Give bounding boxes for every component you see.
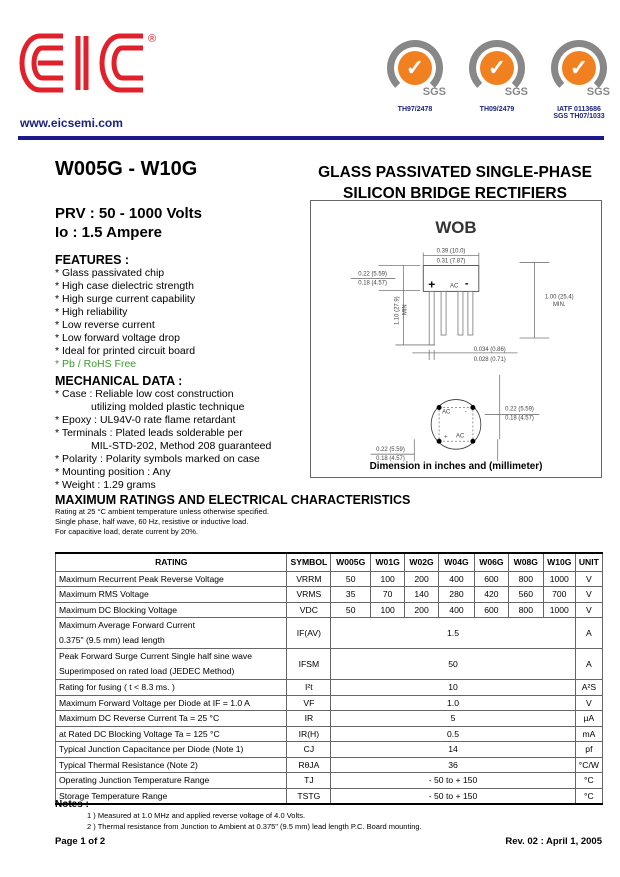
svg-text:AC: AC: [442, 409, 451, 416]
value-cell: 600: [474, 602, 508, 618]
symbol-cell: VDC: [287, 602, 331, 618]
unit-cell: mA: [575, 726, 602, 742]
value-cell: 560: [508, 587, 543, 603]
cert-iso14001: ✓ SGS TH09/2479: [462, 40, 532, 113]
value-cell: - 50 to + 150: [331, 773, 576, 789]
value-cell: 50: [331, 602, 371, 618]
symbol-cell: RθJA: [287, 757, 331, 773]
column-header: W02G: [405, 553, 439, 571]
table-row: [56, 695, 603, 711]
column-header: W06G: [474, 553, 508, 571]
sgs-seal-icon: ✓: [469, 40, 525, 96]
eic-logo: [18, 28, 168, 98]
svg-text:0.18 (4.57): 0.18 (4.57): [376, 456, 405, 463]
unit-cell: °C: [575, 788, 602, 804]
rating-cell: Maximum Recurrent Peak Reverse Voltage: [56, 571, 287, 587]
value-cell: 50: [331, 649, 576, 680]
symbol-cell: IR(H): [287, 726, 331, 742]
column-header: W01G: [371, 553, 405, 571]
svg-text:-: -: [464, 409, 467, 416]
value-cell: 1.5: [331, 618, 576, 649]
column-header: UNIT: [575, 553, 602, 571]
table-row: [56, 680, 603, 696]
sgs-seal-icon: ✓: [551, 40, 607, 96]
rating-cell: Maximum RMS Voltage: [56, 587, 287, 603]
column-header: W005G: [331, 553, 371, 571]
svg-text:+: +: [444, 434, 448, 441]
value-cell: 800: [508, 571, 543, 587]
value-cell: 1.0: [331, 695, 576, 711]
ratings-table: [55, 552, 603, 805]
symbol-cell: CJ: [287, 742, 331, 758]
product-title: GLASS PASSIVATED SINGLE-PHASE SILICON BRIDGE RECTIFIERS: [318, 164, 592, 202]
unit-cell: A²S: [575, 680, 602, 696]
svg-text:Dimension in inches and (milli: Dimension in inches and (millimeter): [369, 461, 543, 473]
value-cell: 800: [508, 602, 543, 618]
unit-cell: V: [575, 695, 602, 711]
unit-cell: V: [575, 571, 602, 587]
value-cell: 700: [543, 587, 575, 603]
value-cell: 200: [405, 602, 439, 618]
table-row: [56, 726, 603, 742]
unit-cell: °C: [575, 773, 602, 789]
unit-cell: pf: [575, 742, 602, 758]
symbol-cell: TSTG: [287, 788, 331, 804]
table-row: [56, 571, 603, 587]
svg-text:0.034 (0.86): 0.034 (0.86): [473, 346, 506, 353]
table-row: [56, 773, 603, 789]
features-section: FEATURES : * Glass passivated chip * High case dielectric strength * High surge current capability * High reliability * Low reverse current * Low forward voltage drop * Ideal for printed circuit board * Pb / RoHS Free: [55, 253, 196, 370]
value-cell: 400: [439, 602, 475, 618]
svg-text:0.22 (5.59): 0.22 (5.59): [505, 406, 534, 413]
svg-text:0.18 (4.57): 0.18 (4.57): [505, 415, 534, 422]
rating-cell: Operating Junction Temperature Range: [56, 773, 287, 789]
key-specs: PRV : 50 - 1000 Volts Io : 1.5 Ampere: [55, 205, 203, 241]
value-cell: 10: [331, 680, 576, 696]
revision: Rev. 02 : April 1, 2005: [505, 836, 602, 847]
package-diagram: [310, 200, 602, 478]
column-header: RATING: [56, 553, 287, 571]
column-header: SYMBOL: [287, 553, 331, 571]
symbol-cell: IF(AV): [287, 618, 331, 649]
svg-text:WOB: WOB: [435, 217, 477, 237]
cert-ts16949: ✓ SGS IATF 0113686 SGS TH07/1033: [544, 40, 614, 120]
ratings-intro: MAXIMUM RATINGS AND ELECTRICAL CHARACTERISTICS Rating at 25 °C ambient temperature unless otherwise specified. Single phase, half wave, 60 Hz, resistive or inductive load. For capacitive load, derate current by 20%.: [55, 493, 411, 536]
svg-text:0.22 (5.59): 0.22 (5.59): [376, 447, 405, 454]
cert-iso9001: ✓ SGS TH97/2478: [380, 40, 450, 113]
value-cell: 140: [405, 587, 439, 603]
value-cell: 100: [371, 571, 405, 587]
svg-text:0.18 (4.57): 0.18 (4.57): [358, 280, 387, 287]
unit-cell: A: [575, 618, 602, 649]
column-header: W08G: [508, 553, 543, 571]
rating-cell: Maximum Average Forward Current 0.375" (9.5 mm) lead length: [56, 618, 287, 649]
svg-text:AC: AC: [450, 283, 459, 290]
website-url[interactable]: www.eicsemi.com: [20, 116, 123, 130]
header-divider: [18, 136, 604, 140]
rating-cell: Rating for fusing ( t < 8.3 ms. ): [56, 680, 287, 696]
notes: Notes : 1 ) Measured at 1.0 MHz and applied reverse voltage of 4.0 Volts. 2 ) Thermal resistance from Junction to Ambient at 0.375" (9.5 mm) lead length P.C. Board mounting.: [55, 799, 422, 831]
unit-cell: A: [575, 649, 602, 680]
value-cell: 420: [474, 587, 508, 603]
svg-text:MIN.: MIN.: [552, 302, 566, 309]
svg-text:0.39 (10.0): 0.39 (10.0): [436, 248, 466, 255]
svg-text:0.31 (7.87): 0.31 (7.87): [436, 258, 466, 265]
svg-text:1.00 (25.4): 1.00 (25.4): [544, 294, 574, 301]
value-cell: 400: [439, 571, 475, 587]
svg-text:1.10 (27.9): 1.10 (27.9): [394, 296, 401, 326]
value-cell: - 50 to + 150: [331, 788, 576, 804]
sgs-seal-icon: ✓: [387, 40, 443, 96]
symbol-cell: VRRM: [287, 571, 331, 587]
table-row: [56, 602, 603, 618]
page-number: Page 1 of 2: [55, 836, 106, 847]
table-row: [56, 742, 603, 758]
svg-text:®: ®: [148, 33, 157, 45]
svg-text:AC: AC: [456, 433, 465, 440]
rating-cell: Peak Forward Surge Current Single half sine wave Superimposed on rated load (JEDEC Method): [56, 649, 287, 680]
rating-cell: Typical Junction Capacitance per Diode (Note 1): [56, 742, 287, 758]
value-cell: 200: [405, 571, 439, 587]
symbol-cell: IR: [287, 711, 331, 727]
symbol-cell: TJ: [287, 773, 331, 789]
rating-cell: Storage Temperature Range: [56, 788, 287, 804]
value-cell: 70: [371, 587, 405, 603]
svg-text:+: +: [428, 277, 436, 292]
value-cell: 100: [371, 602, 405, 618]
value-cell: 0.5: [331, 726, 576, 742]
value-cell: 50: [331, 571, 371, 587]
table-row: [56, 618, 603, 649]
svg-text:-: -: [464, 277, 469, 290]
table-header: [56, 553, 603, 571]
value-cell: 36: [331, 757, 576, 773]
rating-cell: at Rated DC Blocking Voltage Ta = 125 °C: [56, 726, 287, 742]
svg-text:MIN: MIN: [402, 304, 409, 316]
unit-cell: V: [575, 602, 602, 618]
svg-text:0.22 (5.59): 0.22 (5.59): [358, 271, 387, 278]
unit-cell: µA: [575, 711, 602, 727]
value-cell: 35: [331, 587, 371, 603]
mechanical-section: MECHANICAL DATA : * Case : Reliable low cost construction utilizing molded plastic technique * Epoxy : UL94V-0 rate flame retardant * Terminals : Plated leads solderable per MIL-STD-202, Method 208 guaranteed * Polarity : Polarity symbols marked on case * Mounting position : Any * Weight : 1.29 grams: [55, 374, 272, 491]
value-cell: 1000: [543, 602, 575, 618]
value-cell: 600: [474, 571, 508, 587]
symbol-cell: VF: [287, 695, 331, 711]
symbol-cell: VRMS: [287, 587, 331, 603]
symbol-cell: I²t: [287, 680, 331, 696]
unit-cell: V: [575, 587, 602, 603]
symbol-cell: IFSM: [287, 649, 331, 680]
svg-text:0.028 (0.71): 0.028 (0.71): [473, 356, 506, 363]
table-row: [56, 711, 603, 727]
value-cell: 5: [331, 711, 576, 727]
value-cell: 280: [439, 587, 475, 603]
rating-cell: Maximum DC Reverse Current Ta = 25 °C: [56, 711, 287, 727]
value-cell: 1000: [543, 571, 575, 587]
value-cell: 14: [331, 742, 576, 758]
rating-cell: Typical Thermal Resistance (Note 2): [56, 757, 287, 773]
column-header: W10G: [543, 553, 575, 571]
rating-cell: Maximum DC Blocking Voltage: [56, 602, 287, 618]
table-row: [56, 757, 603, 773]
unit-cell: °C/W: [575, 757, 602, 773]
table-row: [56, 649, 603, 680]
rating-cell: Maximum Forward Voltage per Diode at IF = 1.0 A: [56, 695, 287, 711]
column-header: W04G: [439, 553, 475, 571]
table-row: [56, 587, 603, 603]
part-number-title: W005G - W10G: [55, 158, 198, 180]
